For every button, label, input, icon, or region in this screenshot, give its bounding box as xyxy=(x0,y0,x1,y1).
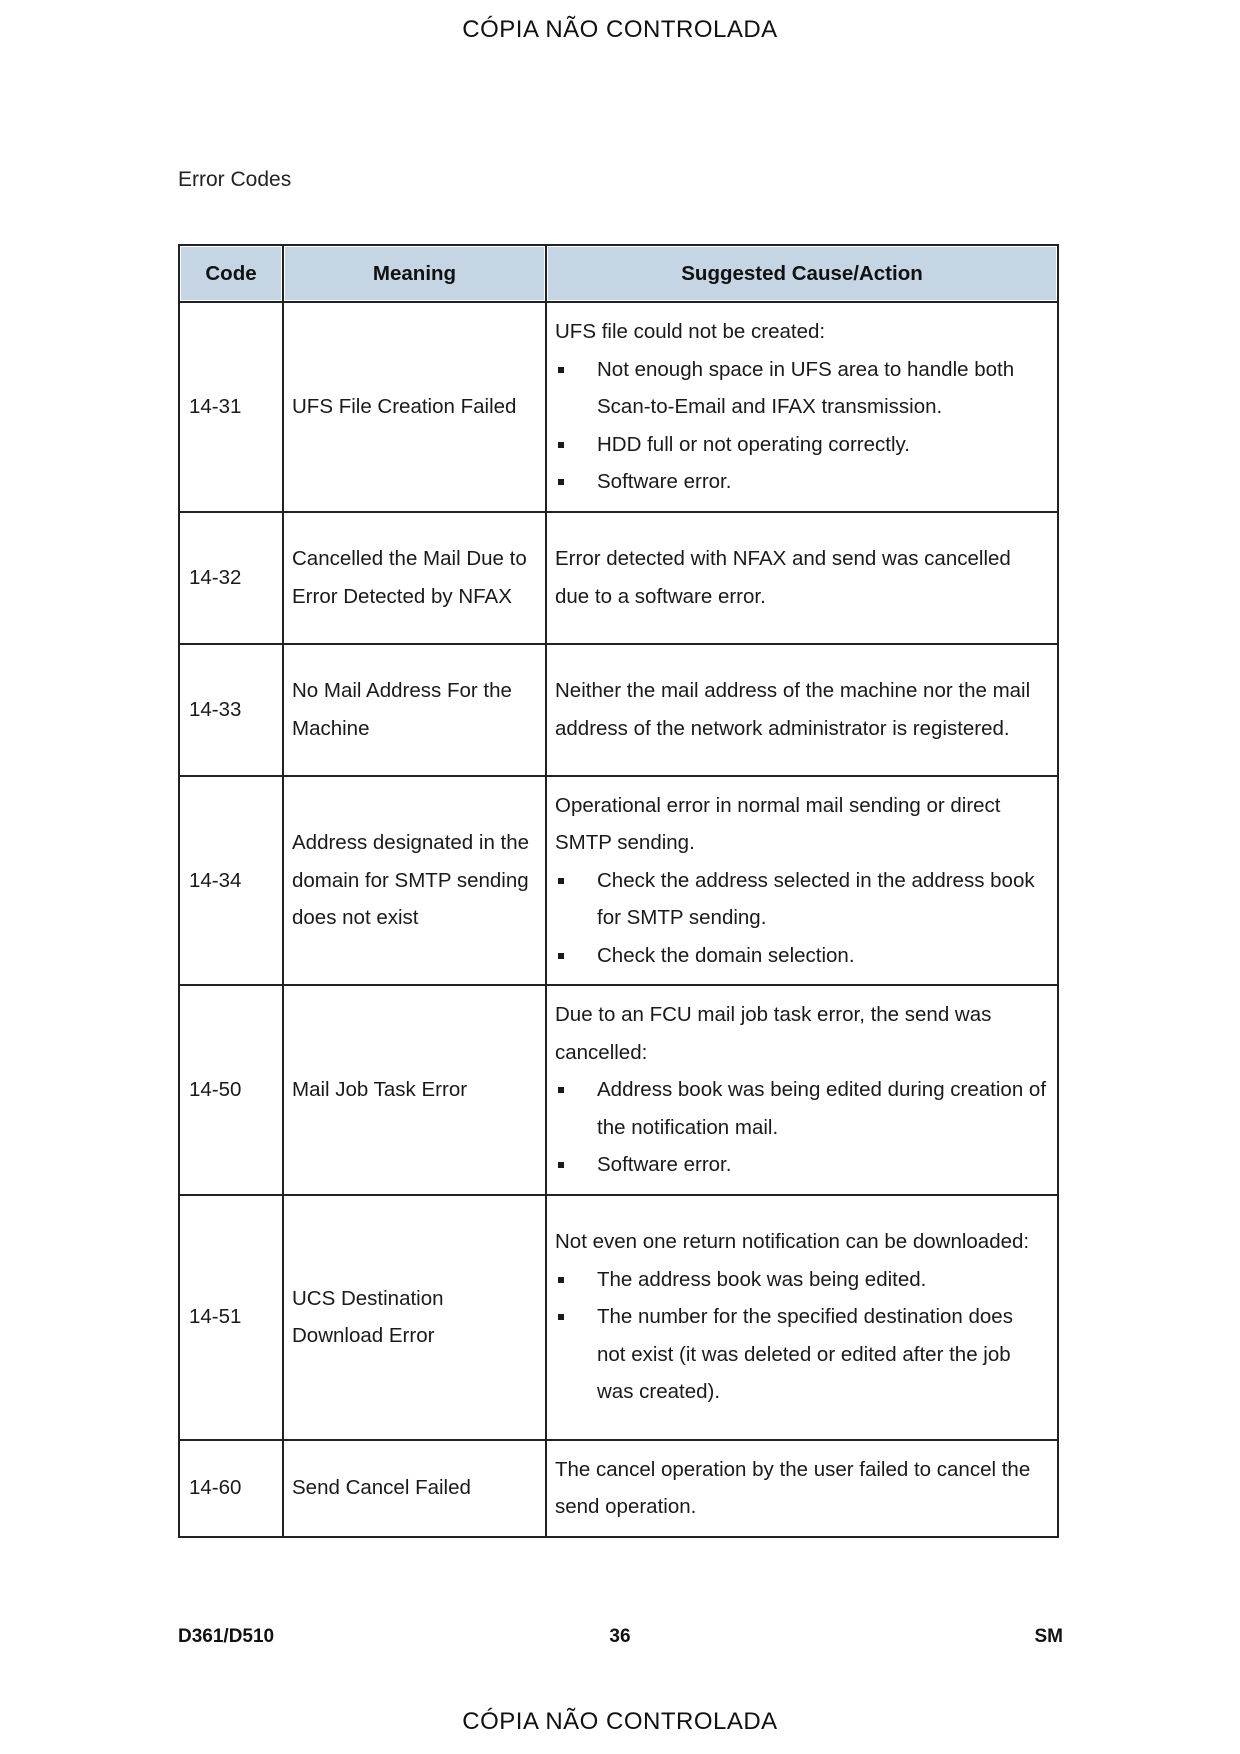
watermark-bottom: CÓPIA NÃO CONTROLADA xyxy=(462,1708,778,1735)
action-bullet: The number for the specified destination does not exist (it was deleted or edited after the job was created). xyxy=(555,1298,1047,1411)
error-meaning: Address designated in the domain for SMTP sending does not exist xyxy=(283,776,546,986)
action-text: Operational error in normal mail sending or direct SMTP sending. xyxy=(555,793,1001,854)
error-code: 14-31 xyxy=(179,302,283,512)
action-bullets xyxy=(555,1261,1047,1411)
action-bullets xyxy=(555,862,1047,975)
header-code: Code xyxy=(179,245,283,302)
header-action: Suggested Cause/Action xyxy=(546,245,1058,302)
footer-manual-type: SM xyxy=(1034,1626,1063,1647)
error-meaning: Cancelled the Mail Due to Error Detected by NFAX xyxy=(283,512,546,644)
action-bullet: HDD full or not operating correctly. xyxy=(555,426,1047,464)
action-text: UFS file could not be created: xyxy=(555,320,826,343)
error-action xyxy=(546,302,1058,512)
error-code: 14-50 xyxy=(179,985,283,1195)
table-row xyxy=(179,302,1058,512)
action-bullet: Address book was being edited during creation of the notification mail. xyxy=(555,1071,1047,1146)
error-code: 14-32 xyxy=(179,512,283,644)
action-text: The cancel operation by the user failed to cancel the send operation. xyxy=(555,1457,1031,1518)
error-codes-table xyxy=(178,244,1059,1538)
watermark-top: CÓPIA NÃO CONTROLADA xyxy=(462,16,778,43)
section-title: Error Codes xyxy=(178,168,292,191)
table-row xyxy=(179,776,1058,986)
error-action xyxy=(546,1195,1058,1440)
table-row xyxy=(179,512,1058,644)
table-row xyxy=(179,985,1058,1195)
action-text: Not even one return notification can be downloaded: xyxy=(555,1230,1030,1254)
header-meaning: Meaning xyxy=(283,245,546,302)
action-bullet: Software error. xyxy=(555,463,1047,501)
error-meaning: Send Cancel Failed xyxy=(283,1440,546,1537)
action-bullet: Check the domain selection. xyxy=(555,937,1047,975)
error-code: 14-60 xyxy=(179,1440,283,1537)
footer-page-number: 36 xyxy=(609,1626,631,1647)
error-action xyxy=(546,985,1058,1195)
error-action xyxy=(546,776,1058,986)
footer-model: D361/D510 xyxy=(178,1626,275,1647)
table-header-row xyxy=(179,245,1058,302)
error-code: 14-51 xyxy=(179,1195,283,1440)
error-code: 14-34 xyxy=(179,776,283,986)
error-meaning: No Mail Address For the Machine xyxy=(283,644,546,776)
action-bullet: Check the address selected in the address book for SMTP sending. xyxy=(555,862,1047,937)
action-text: Due to an FCU mail job task error, the send was cancelled: xyxy=(555,1003,992,1064)
error-meaning: UFS File Creation Failed xyxy=(283,302,546,512)
error-action xyxy=(546,644,1058,776)
error-meaning: Mail Job Task Error xyxy=(283,985,546,1195)
error-action xyxy=(546,512,1058,644)
action-text: Neither the mail address of the machine nor the mail address of the network administrator is registered. xyxy=(555,679,1031,740)
error-code: 14-33 xyxy=(179,644,283,776)
table-row xyxy=(179,644,1058,776)
error-meaning: UCS Destination Download Error xyxy=(283,1195,546,1440)
action-text: Error detected with NFAX and send was cancelled due to a software error. xyxy=(555,547,1011,608)
action-bullets xyxy=(555,1071,1047,1184)
action-bullet: Software error. xyxy=(555,1146,1047,1184)
action-bullet: Not enough space in UFS area to handle both Scan-to-Email and IFAX transmission. xyxy=(555,351,1047,426)
table-row xyxy=(179,1440,1058,1537)
error-action xyxy=(546,1440,1058,1537)
table-row xyxy=(179,1195,1058,1440)
action-bullet: The address book was being edited. xyxy=(555,1261,1047,1299)
action-bullets xyxy=(555,351,1047,501)
